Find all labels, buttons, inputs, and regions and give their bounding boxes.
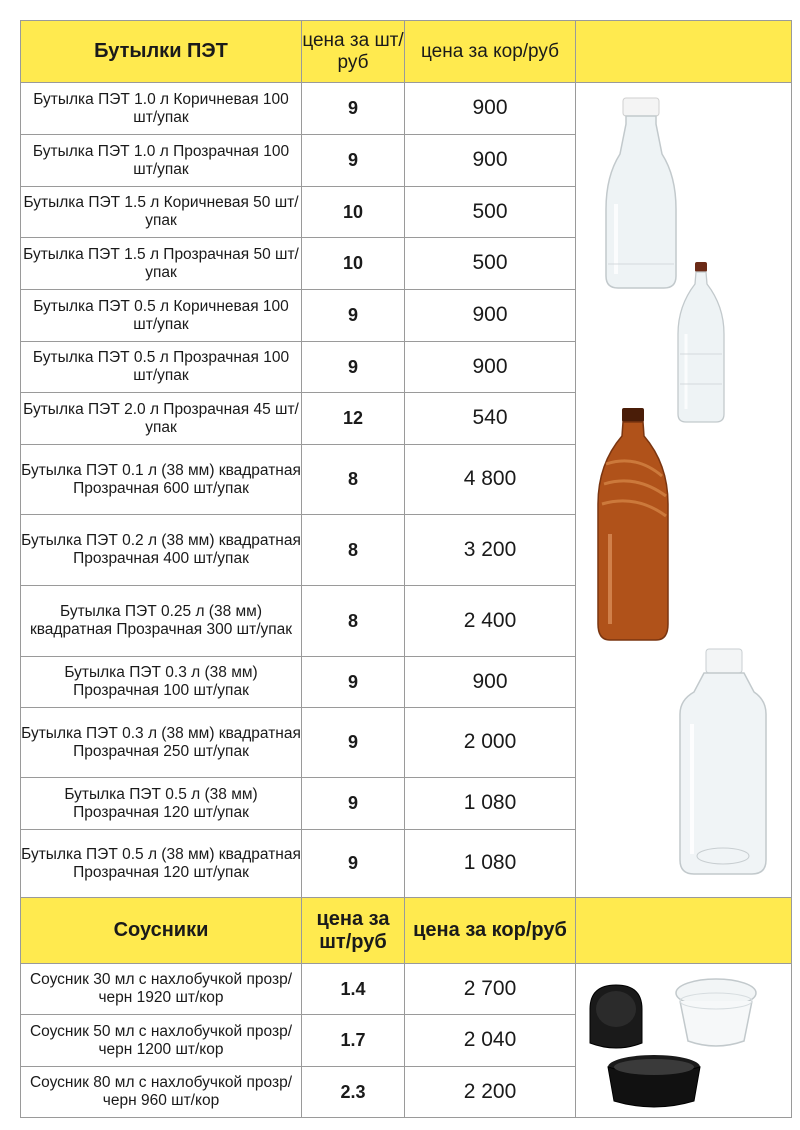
price-per-piece: 10 [302, 187, 405, 238]
price-per-box: 900 [405, 342, 576, 393]
product-name: Бутылка ПЭТ 0.5 л Прозрачная 100 шт/упак [21, 342, 302, 393]
product-name: Бутылка ПЭТ 0.3 л (38 мм) Прозрачная 100 шт/упак [21, 657, 302, 708]
brown-bottle-icon [598, 408, 668, 640]
price-per-piece: 1.7 [302, 1015, 405, 1067]
product-name: Бутылка ПЭТ 0.25 л (38 мм) квадратная Прозрачная 300 шт/упак [21, 586, 302, 657]
product-name: Бутылка ПЭТ 1.5 л Прозрачная 50 шт/упак [21, 238, 302, 290]
product-name: Бутылка ПЭТ 1.5 л Коричневая 50 шт/упак [21, 187, 302, 238]
price-per-box: 1 080 [405, 830, 576, 898]
clear-sauce-cup-icon [676, 979, 756, 1046]
bottles-image-cell [576, 83, 792, 898]
sauces-col-box-header: цена за кор/руб [405, 898, 576, 964]
bottles-illustration [576, 84, 792, 896]
square-bottle-icon [680, 649, 766, 874]
product-name: Бутылка ПЭТ 1.0 л Прозрачная 100 шт/упак [21, 135, 302, 187]
product-name: Бутылка ПЭТ 0.5 л Коричневая 100 шт/упак [21, 290, 302, 342]
price-per-box: 3 200 [405, 515, 576, 586]
bottles-col-piece-header: цена за шт/руб [302, 21, 405, 83]
bottles-header-row [21, 21, 792, 83]
sauces-header-row [21, 898, 792, 964]
product-name: Соусник 50 мл с нахлобучкой прозр/черн 1200 шт/кор [21, 1015, 302, 1067]
product-name: Бутылка ПЭТ 0.5 л (38 мм) Прозрачная 120 шт/упак [21, 778, 302, 830]
price-per-box: 500 [405, 187, 576, 238]
price-per-box: 2 200 [405, 1067, 576, 1118]
sauces-col-piece-header: цена за шт/руб [302, 898, 405, 964]
sauces-image-cell [576, 964, 792, 1118]
clear-bottle-icon [606, 98, 676, 288]
price-per-piece: 9 [302, 135, 405, 187]
product-name: Бутылка ПЭТ 0.3 л (38 мм) квадратная Прозрачная 250 шт/упак [21, 708, 302, 778]
product-name: Соусник 30 мл с нахлобучкой прозр/черн 1920 шт/кор [21, 964, 302, 1015]
price-per-piece: 9 [302, 778, 405, 830]
price-per-piece: 9 [302, 708, 405, 778]
price-per-box: 540 [405, 393, 576, 445]
product-name: Бутылка ПЭТ 2.0 л Прозрачная 45 шт/упак [21, 393, 302, 445]
price-per-piece: 8 [302, 586, 405, 657]
price-per-box: 900 [405, 657, 576, 708]
product-name: Соусник 80 мл с нахлобучкой прозр/черн 960 шт/кор [21, 1067, 302, 1118]
price-per-piece: 9 [302, 830, 405, 898]
price-per-box: 900 [405, 83, 576, 135]
product-name: Бутылка ПЭТ 0.1 л (38 мм) квадратная Прозрачная 600 шт/упак [21, 445, 302, 515]
sauces-header-empty-cell [576, 898, 792, 964]
table-row [21, 83, 792, 135]
price-per-box: 2 400 [405, 586, 576, 657]
price-per-box: 900 [405, 290, 576, 342]
product-name: Бутылка ПЭТ 0.5 л (38 мм) квадратная Прозрачная 120 шт/упак [21, 830, 302, 898]
price-per-box: 2 700 [405, 964, 576, 1015]
price-per-piece: 9 [302, 83, 405, 135]
price-per-piece: 9 [302, 290, 405, 342]
price-per-box: 2 040 [405, 1015, 576, 1067]
bottles-col-box-header: цена за кор/руб [405, 21, 576, 83]
price-per-box: 4 800 [405, 445, 576, 515]
price-per-piece: 8 [302, 515, 405, 586]
price-per-piece: 9 [302, 342, 405, 393]
price-per-piece: 9 [302, 657, 405, 708]
price-per-box: 2 000 [405, 708, 576, 778]
price-per-box: 1 080 [405, 778, 576, 830]
price-per-piece: 12 [302, 393, 405, 445]
price-per-piece: 1.4 [302, 964, 405, 1015]
table-row [21, 964, 792, 1015]
bottles-section-title: Бутылки ПЭТ [21, 21, 302, 83]
price-per-box: 900 [405, 135, 576, 187]
bottles-header-empty-cell [576, 21, 792, 83]
small-clear-bottle-icon [678, 262, 724, 422]
price-per-piece: 10 [302, 238, 405, 290]
price-table [20, 20, 792, 1118]
sauces-illustration [576, 965, 792, 1117]
price-per-piece: 8 [302, 445, 405, 515]
product-name: Бутылка ПЭТ 1.0 л Коричневая 100 шт/упак [21, 83, 302, 135]
price-per-box: 500 [405, 238, 576, 290]
sauces-section-title: Соусники [21, 898, 302, 964]
price-per-piece: 2.3 [302, 1067, 405, 1118]
product-name: Бутылка ПЭТ 0.2 л (38 мм) квадратная Прозрачная 400 шт/упак [21, 515, 302, 586]
